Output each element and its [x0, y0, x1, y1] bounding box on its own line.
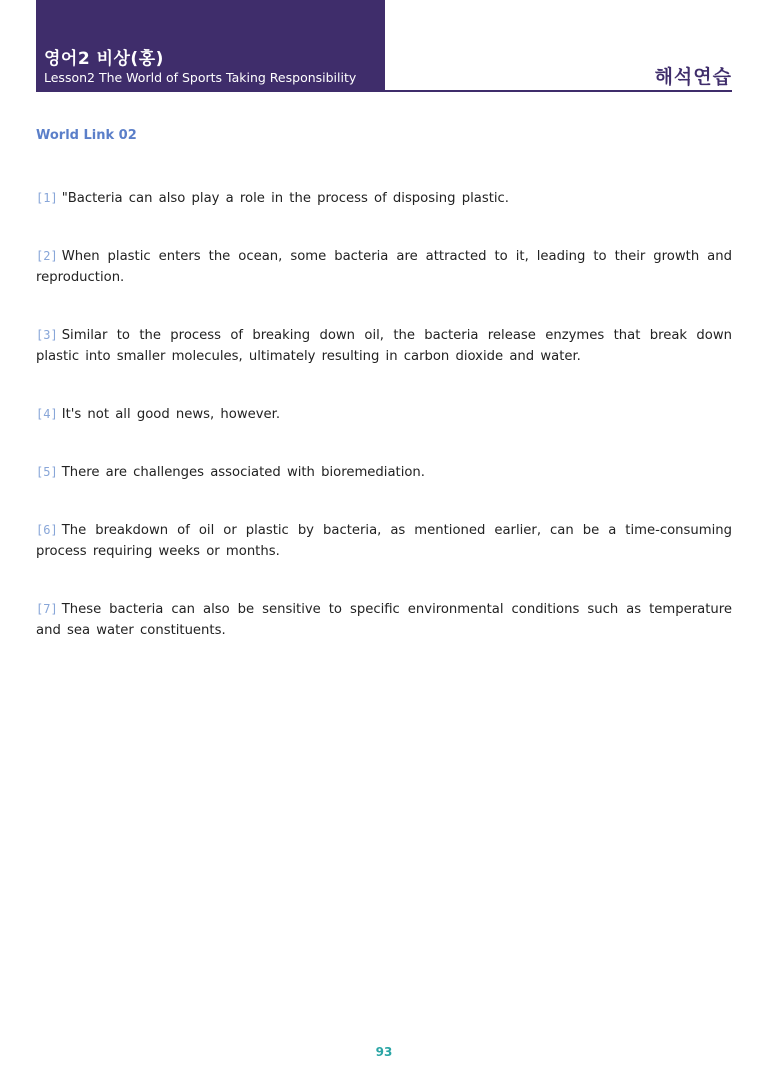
header-right-label: 해석연습 [654, 66, 732, 88]
sentence-text: These bacteria can also be sensitive to specific environmental conditions such as temperature and sea water constituents. [36, 602, 732, 638]
sentence-number: [6] [36, 523, 58, 537]
sentence-text: Similar to the process of breaking down oil, the bacteria release enzymes that break down plastic into smaller molecules, ultimately resulting in carbon dioxide and water. [36, 328, 732, 364]
section-title: World Link 02 [36, 128, 137, 143]
sentence-number: [3] [36, 328, 58, 342]
sentence-text: The breakdown of oil or plastic by bacteria, as mentioned earlier, can be a time-consuming process requiring weeks or months. [36, 523, 732, 559]
header-divider [36, 90, 732, 92]
sentence-number: [7] [36, 602, 58, 616]
sentence-number: [1] [36, 191, 58, 205]
page-number: 93 [375, 1045, 393, 1059]
sentence-text: There are challenges associated with bioremediation. [61, 465, 425, 480]
header-subtitle: Lesson2 The World of Sports Taking Responsibility [44, 70, 357, 85]
sentence-item [36, 462, 732, 483]
sentence-list [36, 188, 732, 678]
sentence-item [36, 188, 732, 209]
sentence-number: [5] [36, 465, 58, 479]
sentence-item [36, 325, 732, 367]
header-banner [36, 0, 385, 90]
sentence-text: When plastic enters the ocean, some bacteria are attracted to it, leading to their growth and reproduction. [36, 249, 732, 285]
sentence-item [36, 520, 732, 562]
sentence-number: [2] [36, 249, 58, 263]
sentence-text: It's not all good news, however. [61, 407, 281, 422]
header-title: 영어2 비상(홍) [44, 49, 164, 69]
sentence-number: [4] [36, 407, 58, 421]
sentence-item [36, 246, 732, 288]
sentence-item [36, 599, 732, 641]
sentence-item [36, 404, 732, 425]
sentence-text: "Bacteria can also play a role in the process of disposing plastic. [61, 191, 509, 206]
